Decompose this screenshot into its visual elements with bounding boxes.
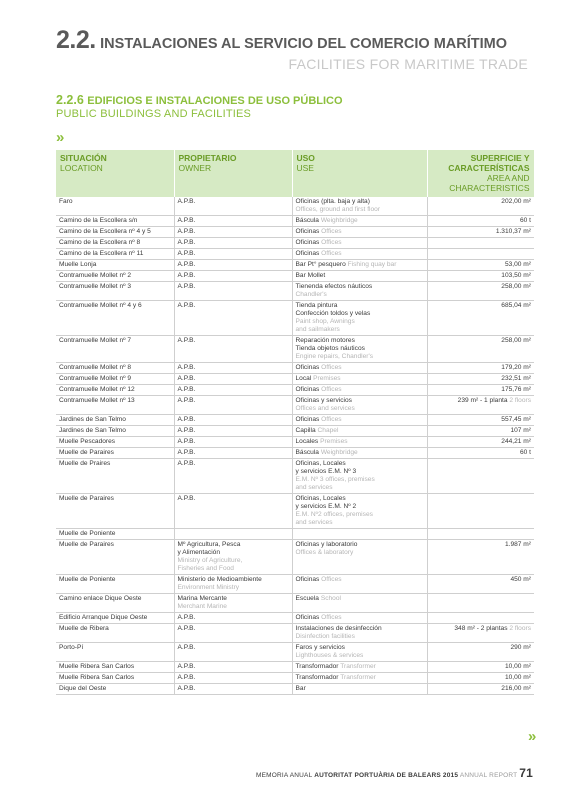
page-number: 71 — [519, 766, 533, 780]
cell-location: Muelle de Paraires — [56, 540, 174, 575]
cell-owner: A.P.B. — [174, 216, 292, 227]
table-row — [56, 643, 534, 662]
table-row — [56, 494, 534, 529]
cell-owner: A.P.B. — [174, 396, 292, 415]
table-row — [56, 227, 534, 238]
table-row — [56, 301, 534, 336]
table-row — [56, 613, 534, 624]
cell-use: Tienda pintura Confección toldos y velas Paint shop, Awnings and sailmakers — [292, 301, 427, 336]
chevron-right-icon: » — [528, 728, 537, 745]
table-row — [56, 249, 534, 260]
cell-owner: Marina Mercante Merchant Marine — [174, 594, 292, 613]
table-row — [56, 684, 534, 695]
cell-area — [427, 529, 534, 540]
cell-location: Muelle Pescadores — [56, 437, 174, 448]
header-use: USO USE — [292, 150, 427, 197]
cell-area: 60 t — [427, 448, 534, 459]
footer-memoria: MEMORIA ANUAL — [255, 772, 313, 779]
table-row — [56, 363, 534, 374]
cell-use: Oficinas, Locales y servicios E.M. Nº 3 E.M. Nº 3 offices, premises and services — [292, 459, 427, 494]
cell-area: 179,20 m² — [427, 363, 534, 374]
table-row — [56, 415, 534, 426]
cell-use: Báscula Weighbridge — [292, 448, 427, 459]
cell-use: Oficinas Offices — [292, 363, 427, 374]
cell-use: Báscula Weighbridge — [292, 216, 427, 227]
table-row — [56, 624, 534, 643]
cell-use: Bar Pt° pesquero Fishing quay bar — [292, 260, 427, 271]
cell-owner: A.P.B. — [174, 385, 292, 396]
table-row — [56, 529, 534, 540]
table-row — [56, 385, 534, 396]
cell-use: Bar Mollet — [292, 271, 427, 282]
cell-area: 103,50 m² — [427, 271, 534, 282]
chapter-header — [56, 26, 536, 72]
section-subtitle: PUBLIC BUILDINGS AND FACILITIES — [56, 108, 252, 120]
table-row — [56, 271, 534, 282]
table-row — [56, 282, 534, 301]
cell-area — [427, 238, 534, 249]
cell-use: Escuela School — [292, 594, 427, 613]
cell-owner: A.P.B. — [174, 437, 292, 448]
header-area: SUPERFICIE Y CARACTERÍSTICAS AREA AND CHARACTERISTICS — [427, 150, 534, 197]
cell-use: Oficinas Offices — [292, 249, 427, 260]
cell-use: Oficinas Offices — [292, 575, 427, 594]
cell-owner — [174, 529, 292, 540]
cell-location: Contramuelle Mollet nº 8 — [56, 363, 174, 374]
cell-location: Camino de la Escollera s/n — [56, 216, 174, 227]
cell-area: 53,00 m² — [427, 260, 534, 271]
cell-use: Oficinas Offices — [292, 227, 427, 238]
cell-area: 290 m² — [427, 643, 534, 662]
table-row — [56, 448, 534, 459]
table-row — [56, 662, 534, 673]
cell-area: 348 m² - 2 plantas 2 floors — [427, 624, 534, 643]
cell-owner: A.P.B. — [174, 197, 292, 216]
cell-location: Camino enlace Dique Oeste — [56, 594, 174, 613]
cell-owner: A.P.B. — [174, 227, 292, 238]
cell-location: Contramuelle Mollet nº 13 — [56, 396, 174, 415]
cell-owner: A.P.B. — [174, 662, 292, 673]
cell-location: Edificio Arranque Dique Oeste — [56, 613, 174, 624]
cell-owner: A.P.B. — [174, 271, 292, 282]
table-row — [56, 374, 534, 385]
footer-annual-report: ANNUAL REPORT — [459, 772, 518, 779]
cell-location: Muelle Lonja — [56, 260, 174, 271]
cell-location: Contramuelle Mollet nº 7 — [56, 336, 174, 363]
cell-area: 1.987 m² — [427, 540, 534, 575]
cell-location: Contramuelle Mollet nº 2 — [56, 271, 174, 282]
table-row — [56, 673, 534, 684]
section-title: EDIFICIOS E INSTALACIONES DE USO PÚBLICO — [87, 95, 343, 107]
cell-owner: A.P.B. — [174, 249, 292, 260]
cell-area: 175,76 m² — [427, 385, 534, 396]
cell-area: 450 m² — [427, 575, 534, 594]
cell-location: Muelle de Poniente — [56, 529, 174, 540]
cell-location: Jardines de San Telmo — [56, 415, 174, 426]
cell-owner: A.P.B. — [174, 301, 292, 336]
cell-owner: Mº Agricultura, Pesca y Alimentación Ministry of Agriculture, Fisheries and Food — [174, 540, 292, 575]
table-row — [56, 540, 534, 575]
cell-area — [427, 613, 534, 624]
cell-location: Contramuelle Mollet nº 3 — [56, 282, 174, 301]
cell-use: Tienenda efectos náuticos Chandler's — [292, 282, 427, 301]
cell-location: Jardines de San Telmo — [56, 426, 174, 437]
cell-area: 557,45 m² — [427, 415, 534, 426]
cell-owner: A.P.B. — [174, 613, 292, 624]
cell-owner: A.P.B. — [174, 673, 292, 684]
cell-location: Contramuelle Mollet nº 9 — [56, 374, 174, 385]
cell-location: Muelle Ribera San Carlos — [56, 662, 174, 673]
table-row — [56, 426, 534, 437]
section-header — [56, 93, 343, 120]
cell-area: 1.310,37 m² — [427, 227, 534, 238]
cell-use: Instalaciones de desinfección Disinfection facilities — [292, 624, 427, 643]
cell-use — [292, 529, 427, 540]
cell-area: 258,00 m² — [427, 336, 534, 363]
cell-owner: A.P.B. — [174, 643, 292, 662]
cell-use: Oficinas Offices — [292, 238, 427, 249]
cell-area: 10,00 m² — [427, 673, 534, 684]
cell-use: Locales Premises — [292, 437, 427, 448]
table-row — [56, 459, 534, 494]
cell-location: Contramuelle Mollet nº 4 y 6 — [56, 301, 174, 336]
cell-location: Muelle de Paraires — [56, 494, 174, 529]
cell-owner: A.P.B. — [174, 459, 292, 494]
cell-use: Oficinas Offices — [292, 415, 427, 426]
cell-location: Muelle de Ribera — [56, 624, 174, 643]
cell-area: 258,00 m² — [427, 282, 534, 301]
table-row — [56, 594, 534, 613]
cell-area: 202,00 m² — [427, 197, 534, 216]
cell-location: Muelle Ribera San Carlos — [56, 673, 174, 684]
cell-use: Oficinas (plta. baja y alta) Offices, ground and first floor — [292, 197, 427, 216]
cell-use: Faros y servicios Lighthouses & services — [292, 643, 427, 662]
cell-area: 244,21 m² — [427, 437, 534, 448]
cell-area: 60 t — [427, 216, 534, 227]
cell-area — [427, 494, 534, 529]
table-row — [56, 216, 534, 227]
cell-owner: A.P.B. — [174, 363, 292, 374]
chapter-title: INSTALACIONES AL SERVICIO DEL COMERCIO MARÍTIMO — [100, 36, 507, 52]
chapter-subtitle: FACILITIES FOR MARITIME TRADE — [288, 56, 528, 72]
cell-location: Muelle de Paraires — [56, 448, 174, 459]
cell-use: Transformador Transformer — [292, 673, 427, 684]
table-row — [56, 396, 534, 415]
table-row — [56, 260, 534, 271]
cell-location: Muelle de Poniente — [56, 575, 174, 594]
table-row — [56, 336, 534, 363]
cell-location: Camino de la Escollera nº 11 — [56, 249, 174, 260]
cell-use: Bar — [292, 684, 427, 695]
cell-area: 10,00 m² — [427, 662, 534, 673]
cell-owner: Ministerio de Medioambiente Environment Ministry — [174, 575, 292, 594]
cell-area: 239 m² - 1 planta 2 floors — [427, 396, 534, 415]
facilities-table — [56, 150, 535, 695]
cell-owner: A.P.B. — [174, 260, 292, 271]
cell-area: 216,00 m² — [427, 684, 534, 695]
cell-use: Local Premises — [292, 374, 427, 385]
cell-area — [427, 594, 534, 613]
page-footer — [256, 766, 533, 780]
cell-use: Oficinas Offices — [292, 613, 427, 624]
cell-use: Transformador Transformer — [292, 662, 427, 673]
cell-location: Porto-Pí — [56, 643, 174, 662]
cell-owner: A.P.B. — [174, 684, 292, 695]
cell-use: Oficinas Offices — [292, 385, 427, 396]
cell-area — [427, 249, 534, 260]
cell-owner: A.P.B. — [174, 336, 292, 363]
cell-location: Dique del Oeste — [56, 684, 174, 695]
cell-area — [427, 459, 534, 494]
cell-owner: A.P.B. — [174, 448, 292, 459]
cell-owner: A.P.B. — [174, 238, 292, 249]
table-row — [56, 197, 534, 216]
section-number: 2.2.6 — [56, 93, 84, 107]
chevron-right-icon: » — [56, 129, 65, 146]
cell-location: Camino de la Escollera nº 8 — [56, 238, 174, 249]
cell-use: Reparación motores Tienda objetos náuticos Engine repairs, Chandler's — [292, 336, 427, 363]
footer-org: AUTORITAT PORTUÀRIA DE BALEARS 2015 — [314, 772, 459, 779]
cell-location: Contramuelle Mollet nº 12 — [56, 385, 174, 396]
chapter-number: 2.2. — [56, 26, 96, 54]
cell-location: Faro — [56, 197, 174, 216]
cell-area: 685,04 m² — [427, 301, 534, 336]
cell-owner: A.P.B. — [174, 624, 292, 643]
cell-use: Oficinas y laboratorio Offices & laboratory — [292, 540, 427, 575]
cell-owner: A.P.B. — [174, 494, 292, 529]
header-location: SITUACIÓN LOCATION — [56, 150, 174, 197]
table-row — [56, 238, 534, 249]
header-owner: PROPIETARIO OWNER — [174, 150, 292, 197]
table-row — [56, 575, 534, 594]
table-row — [56, 437, 534, 448]
cell-area: 107 m² — [427, 426, 534, 437]
cell-owner: A.P.B. — [174, 374, 292, 385]
cell-use: Oficinas y servicios Offices and services — [292, 396, 427, 415]
cell-use: Oficinas, Locales y servicios E.M. Nº 2 E.M. Nº2 offices, premises and services — [292, 494, 427, 529]
cell-area: 232,51 m² — [427, 374, 534, 385]
table-header-row — [56, 150, 534, 197]
cell-use: Capilla Chapel — [292, 426, 427, 437]
cell-owner: A.P.B. — [174, 415, 292, 426]
cell-owner: A.P.B. — [174, 282, 292, 301]
cell-location: Camino de la Escollera nº 4 y 5 — [56, 227, 174, 238]
cell-location: Muelle de Praires — [56, 459, 174, 494]
cell-owner: A.P.B. — [174, 426, 292, 437]
